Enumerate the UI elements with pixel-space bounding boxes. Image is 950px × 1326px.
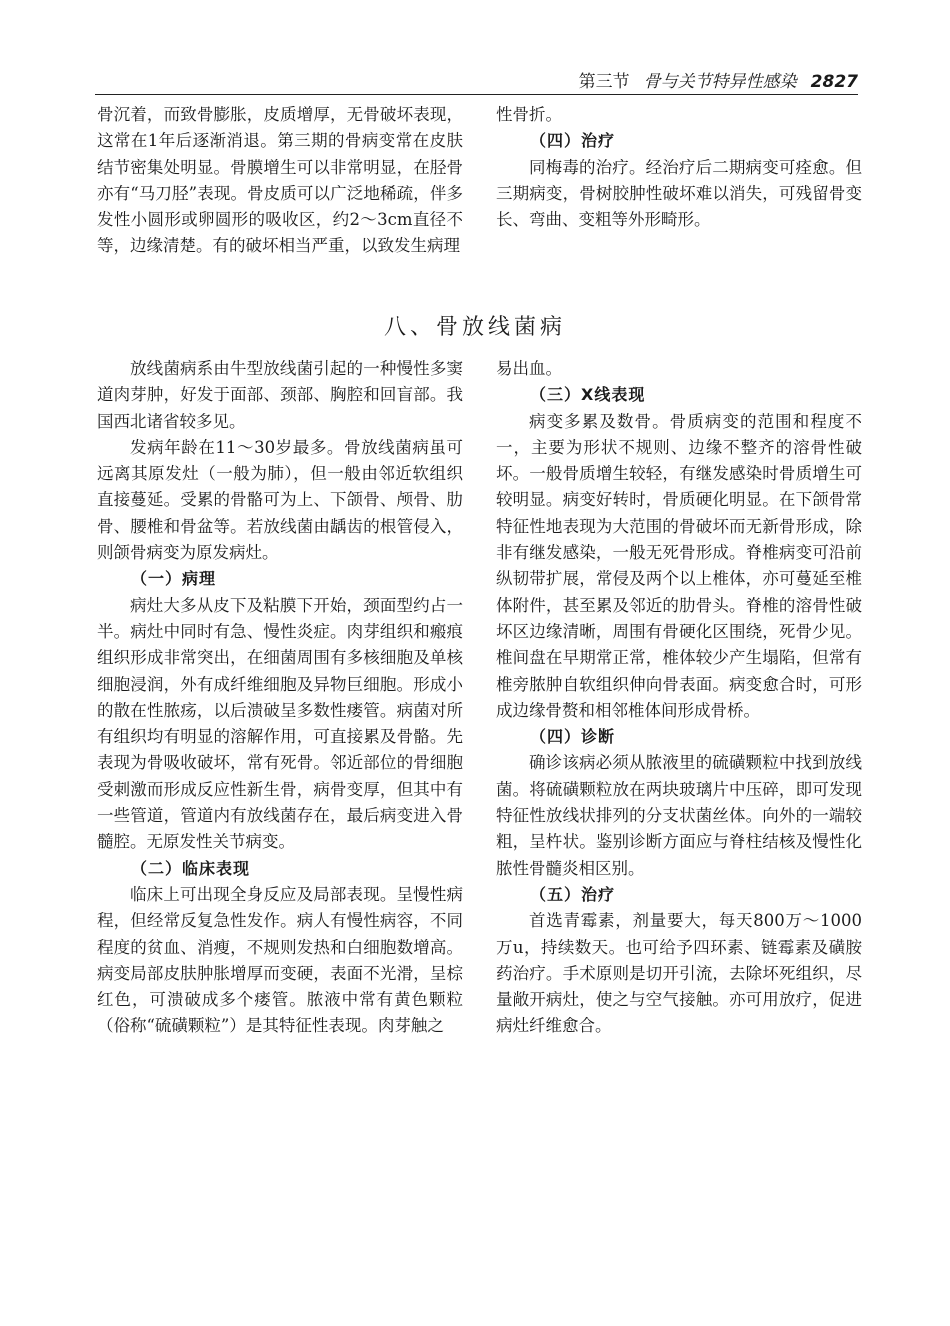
- age-paragraph: 发病年龄在11～30岁最多。骨放线菌病虽可远离其原发灶（一般为肺），但一般由邻近软组织直接蔓延。受累的骨骼可为上、下颌骨、颅骨、肋骨、腰椎和骨盆等。若放线菌由龋齿的根管侵入，则颌骨病变为原发病灶。: [97, 437, 463, 563]
- clinical-paragraph: 临床上可出现全身反应及局部表现。呈慢性病程，但经常反复急性发作。病人有慢性病容，不同程度的贫血、消瘦，不规则发热和白细胞数增高。病变局部皮肤肿胀增厚而变硬，表面不光滑，呈棕红色，可溃破成多个瘘管。脓液中常有黄色颗粒（俗称“硫磺颗粒”）是其特征性表现。肉芽触之: [97, 884, 463, 1036]
- top-right-continuation: 性骨折。: [496, 105, 562, 124]
- running-header: [95, 66, 858, 95]
- top-right-paragraph: 同梅毒的治疗。经治疗后二期病变可痊愈。但三期病变，骨树胶肿性破坏难以消失，可残留骨变长、弯曲、变粗等外形畸形。: [496, 157, 862, 230]
- header-section-title: 骨与关节特异性感染: [643, 72, 797, 92]
- diagnosis-paragraph: 确诊该病必须从脓液里的硫磺颗粒中找到放线菌。将硫磺颗粒放在两块玻璃片中压碎，即可发现特征性放线状排列的分支状菌丝体。向外的一端较粗，呈杵状。鉴别诊断方面应与脊柱结核及慢性化脓性骨髓炎相区别。: [496, 753, 862, 878]
- heading-diagnosis: （四）诊断: [530, 727, 616, 747]
- intro-paragraph: 放线菌病系由牛型放线菌引起的一种慢性多窦道肉芽肿，好发于面部、颈部、胸腔和回盲部。我国西北诸省较多见。: [97, 359, 463, 431]
- section-title: 八、骨放线菌病: [383, 315, 566, 340]
- main-left-column: [97, 356, 463, 1040]
- top-left-paragraph: 骨沉着，而致骨膨胀，皮质增厚，无骨破坏表现，这常在1年后逐渐消退。第三期的骨病变常在皮肤结节密集处明显。骨膜增生可以非常明显，在胫骨亦有“马刀胫”表现。骨皮质可以广泛地稀疏，伴多发性小圆形或卵圆形的吸收区，约2～3cm直径不等，边缘清楚。有的破坏相当严重，以致发生病理: [97, 105, 463, 256]
- top-right-column: [496, 102, 862, 233]
- main-right-column: [496, 356, 862, 1040]
- heading-pathology: （一）病理: [131, 569, 217, 589]
- top-left-column: [97, 102, 463, 260]
- page-number: 2827: [810, 72, 858, 92]
- heading-treatment: （五）治疗: [530, 884, 616, 904]
- pathology-paragraph: 病灶大多从皮下及粘膜下开始，颈面型约占一半。病灶中同时有急、慢性炎症。肉芽组织和瘢痕组织形成非常突出，在细菌周围有多核细胞及单核细胞浸润，外有成纤维细胞及异物巨细胞。形成小的散在性脓疡，以后溃破呈多数性瘘管。病菌对所有组织均有明显的溶解作用，可直接累及骨骼。先表现为骨吸收破坏，常有死骨。邻近部位的骨细胞受刺激而形成反应性新生骨，病骨变厚，但其中有一些管道，管道内有放线菌存在，最后病变进入骨髓腔。无原发性关节病变。: [97, 595, 463, 852]
- treatment-paragraph: 首选青霉素，剂量要大，每天800万～1000万u，持续数天。也可给予四环素、链霉素及磺胺药治疗。手术原则是切开引流，去除坏死组织，尽量敞开病灶，使之与空气接触。亦可用放疗，促进病灶纤维愈合。: [496, 911, 862, 1036]
- heading-clinical: （二）临床表现: [131, 858, 251, 878]
- heading-xray: （三）X线表现: [530, 385, 646, 405]
- heading-treatment-syphilis: （四）治疗: [530, 131, 616, 151]
- clinical-continuation: 易出血。: [496, 359, 562, 378]
- xray-paragraph: 病变多累及数骨。骨质病变的范围和程度不一，主要为形状不规则、边缘不整齐的溶骨性破坏。一般骨质增生较轻，有继发感染时骨质增生可较明显。病变好转时，骨质硬化明显。在下颌骨常特征性地表现为大范围的骨破坏而无新骨形成，除非有继发感染，一般无死骨形成。脊椎病变可沿前纵韧带扩展，常侵及两个以上椎体，亦可蔓延至椎体附件，甚至累及邻近的肋骨头。脊椎的溶骨性破坏区边缘清晰，周围有骨硬化区围绕，死骨少见。椎间盘在早期常正常，椎体较少产生塌陷，但常有椎旁脓肿自软组织伸向骨表面。病变愈合时，可形成边缘骨赘和相邻椎体间形成骨桥。: [496, 411, 862, 720]
- header-section-number: 第三节: [578, 72, 630, 92]
